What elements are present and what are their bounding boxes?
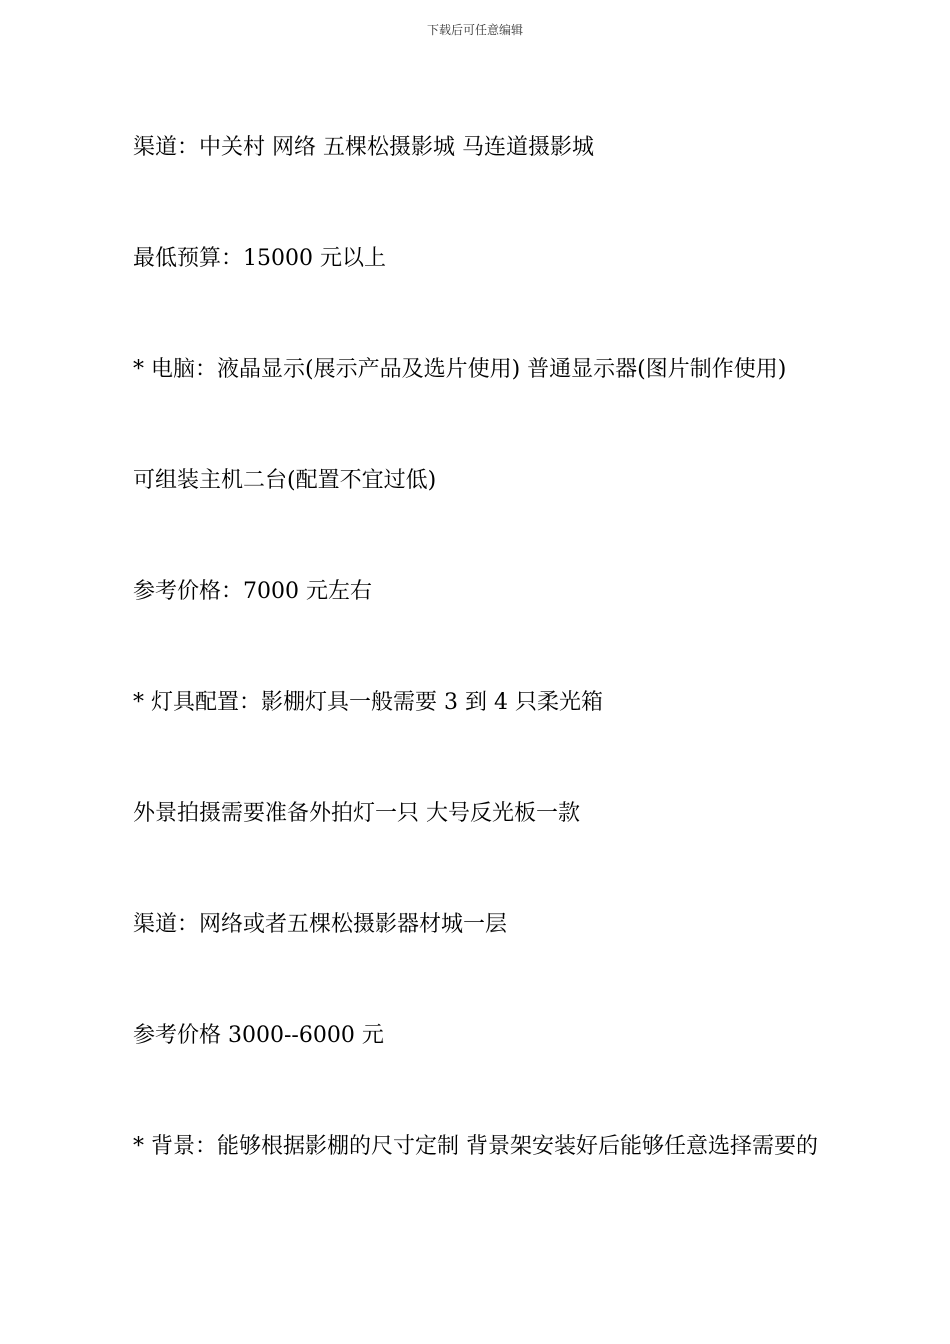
minimum-budget-line: 最低预算：15000 元以上 [133, 246, 386, 271]
computer-price-line: 参考价格：7000 元左右 [133, 579, 372, 604]
background-item-line: * 背景：能够根据影棚的尺寸定制 背景架安装好后能够任意选择需要的 [133, 1134, 818, 1159]
outdoor-lighting-line: 外景拍摄需要准备外拍灯一只 大号反光板一款 [133, 801, 580, 826]
page-header [0, 21, 950, 39]
page-header-text: 下载后可任意编辑 [426, 23, 523, 37]
lighting-channel-line: 渠道：网络或者五棵松摄影器材城一层 [133, 912, 508, 937]
lighting-price-line: 参考价格 3000--6000 元 [133, 1023, 384, 1048]
document-body [133, 130, 923, 1240]
channel-line: 渠道：中关村 网络 五棵松摄影城 马连道摄影城 [133, 135, 594, 160]
computer-host-line: 可组装主机二台(配置不宜过低) [133, 468, 437, 493]
lighting-item-line: * 灯具配置：影棚灯具一般需要 3 到 4 只柔光箱 [133, 690, 603, 715]
computer-item-line: * 电脑：液晶显示(展示产品及选片使用) 普通显示器(图片制作使用) [133, 357, 787, 382]
